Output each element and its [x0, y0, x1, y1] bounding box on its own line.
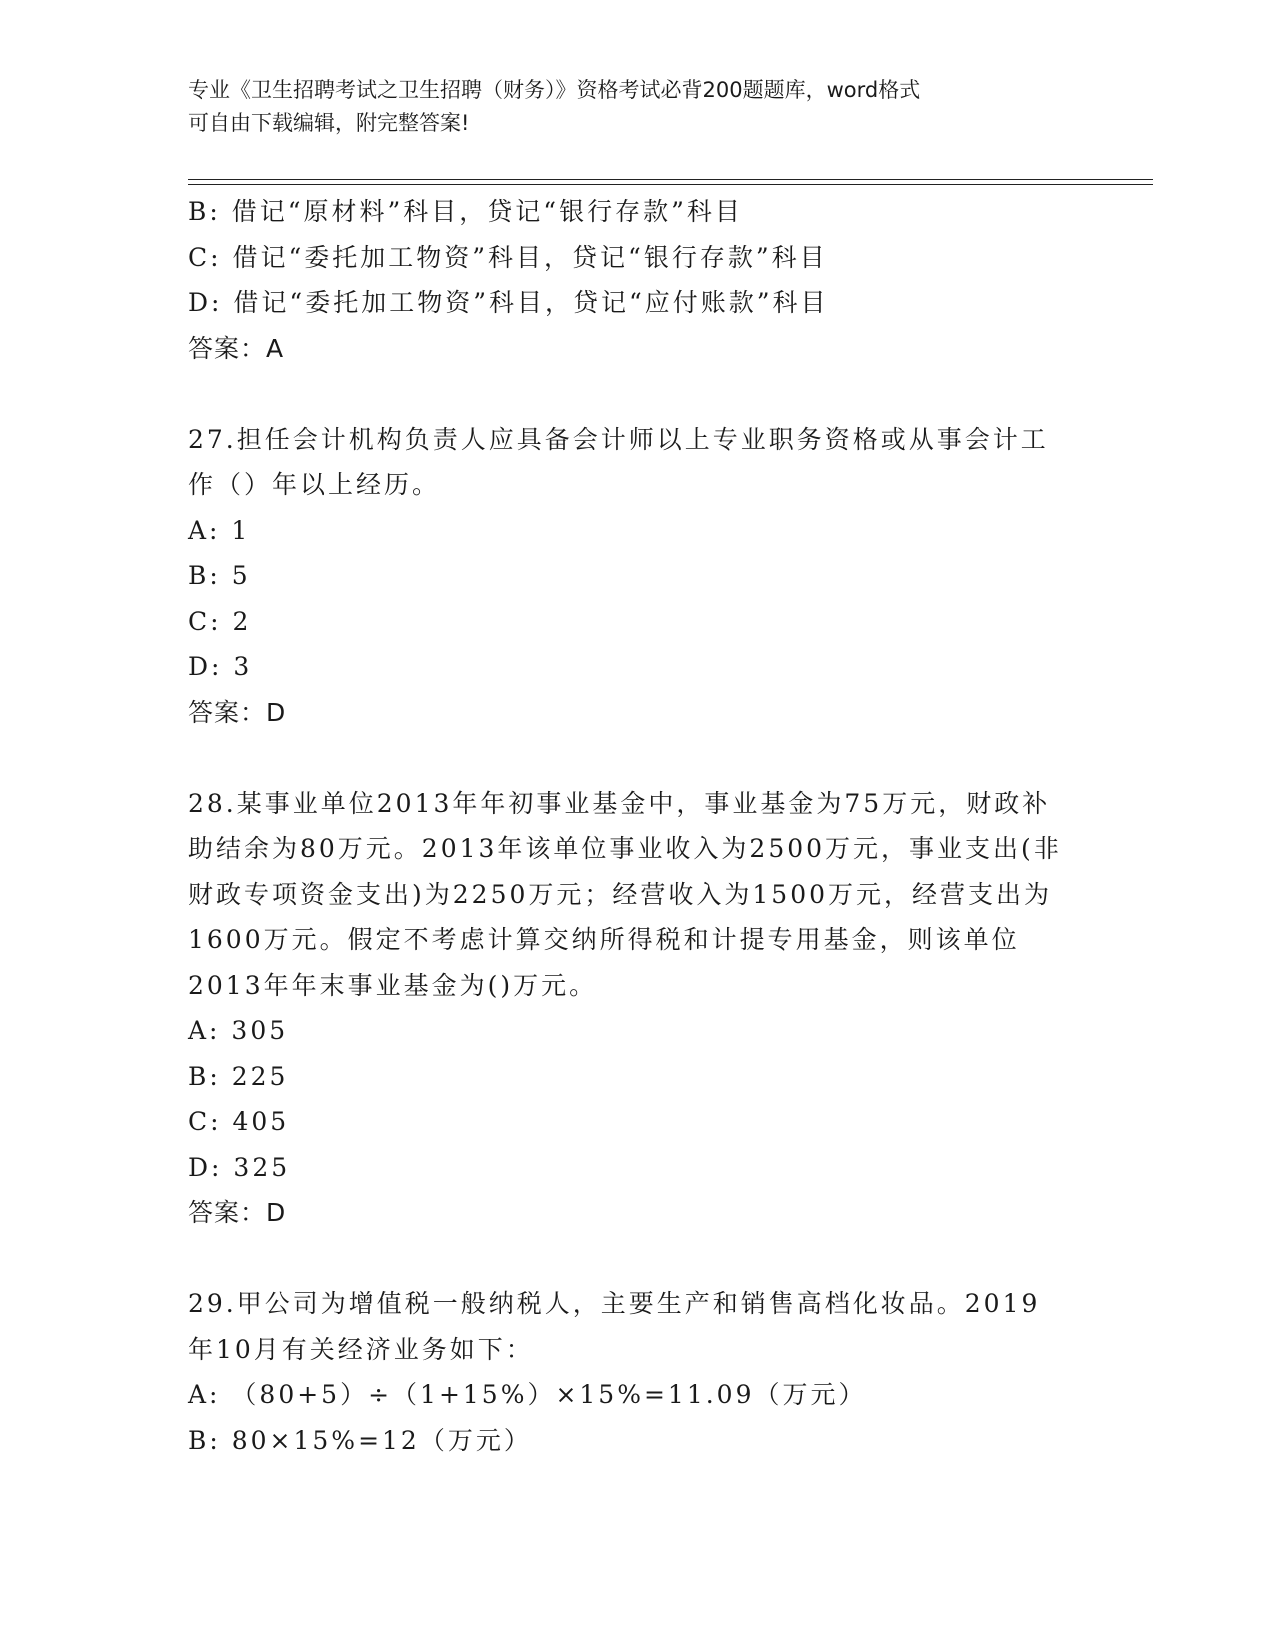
option-c: C: 借记“委托加工物资”科目，贷记“银行存款”科目	[188, 242, 828, 272]
question-text: 财政专项资金支出)为2250万元；经营收入为1500万元，经营支出为	[188, 879, 1053, 909]
header-divider-bottom	[188, 184, 1153, 185]
option-d: D: 325	[188, 1152, 291, 1182]
question-text: 助结余为80万元。2013年该单位事业收入为2500万元，事业支出(非	[188, 834, 1062, 863]
option-b: B: 225	[188, 1061, 289, 1091]
question-27	[188, 417, 1088, 736]
question-content	[188, 189, 1088, 1463]
question-text: 2013年年末事业基金为()万元。	[188, 970, 598, 1000]
question-text: 作（）年以上经历。	[188, 470, 441, 499]
question-text: 29.甲公司为增值税一般纳税人，主要生产和销售高档化妆品。2019	[188, 1289, 1041, 1318]
header-title-line-1: 专业《卫生招聘考试之卫生招聘（财务）》资格考试必背200题题库，word格式	[188, 78, 921, 102]
option-c: C: 2	[188, 606, 252, 636]
option-a: A: 1	[188, 515, 251, 545]
option-d: D: 借记“委托加工物资”科目，贷记“应付账款”科目	[188, 288, 829, 317]
question-26-tail	[188, 189, 1088, 371]
question-28	[188, 781, 1088, 1236]
question-text: 1600万元。假定不考虑计算交纳所得税和计提专用基金，则该单位	[188, 925, 1020, 954]
header-title-line-2: 可自由下载编辑，附完整答案!	[188, 111, 470, 135]
spacer	[188, 735, 1088, 781]
answer: 答案：A	[188, 333, 285, 363]
option-b: B: 80×15%=12（万元）	[188, 1425, 532, 1455]
option-b: B: 借记“原材料”科目，贷记“银行存款”科目	[188, 197, 743, 226]
answer: 答案：D	[188, 697, 287, 727]
option-c: C: 405	[188, 1107, 290, 1136]
spacer	[188, 371, 1088, 417]
header-divider-top	[188, 179, 1153, 180]
option-a: A: 305	[188, 1016, 289, 1045]
option-d: D: 3	[188, 652, 253, 681]
option-a: A: （80+5）÷（1+15%）×15%=11.09（万元）	[188, 1380, 867, 1409]
question-text: 年10月有关经济业务如下：	[188, 1334, 534, 1364]
page-header	[188, 74, 1088, 140]
spacer	[188, 1236, 1088, 1282]
question-29	[188, 1281, 1088, 1463]
answer: 答案：D	[188, 1198, 287, 1227]
question-text: 28.某事业单位2013年年初事业基金中，事业基金为75万元，财政补	[188, 788, 1051, 818]
question-text: 27.担任会计机构负责人应具备会计师以上专业职务资格或从事会计工	[188, 424, 1049, 454]
option-b: B: 5	[188, 561, 251, 590]
